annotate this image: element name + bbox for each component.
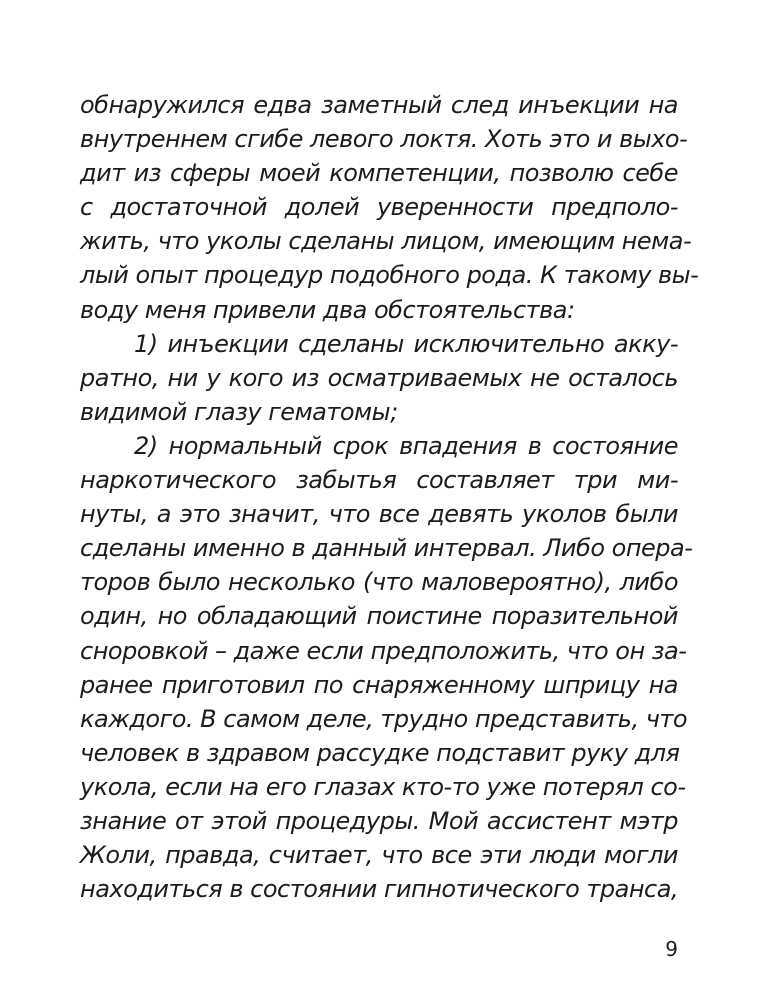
text-line: один, но обладающий поистине поразительной [80,602,678,631]
list-item-first-line: 2) нормальный срок впадения в состояние [134,431,678,460]
text-line: ранее приготовил по снаряженному шприцу на [80,670,678,699]
page-number: 9 [665,937,678,961]
text-line: жить, что уколы сделаны лицом, имеющим нема- [80,227,692,256]
text-line: лый опыт процедур подобного рода. К такому вы- [80,261,699,290]
text-line: обнаружился едва заметный след инъекции на [80,91,678,119]
text-line: воду меня привели два обстоятельства: [80,295,575,324]
text-line: дит из сферы моей компетенции, позволю себе [80,159,678,188]
text-line: каждого. В самом деле, трудно представить, что [80,704,688,733]
text-line: ратно, ни у кого из осматриваемых не осталось [80,363,678,392]
body-text [80,88,699,906]
text-line: знание от этой процедуры. Мой ассистент мэтр [80,806,678,835]
text-line: торов было несколько (что маловероятно), либо [80,568,678,597]
text-line: видимой глазу гематомы; [80,397,398,426]
text-line: с достаточной долей уверенности предполо- [80,193,678,222]
text-line: сноровкой – даже если предположить, что он за- [80,636,687,665]
text-line: нуты, а это значит, что все девять уколов были [80,500,678,529]
text-line: внутреннем сгибе левого локтя. Хоть это и выхо- [80,125,688,154]
text-line: наркотического забытья составляет три ми- [80,466,678,495]
list-item-first-line: 1) инъекции сделаны исключительно акку- [134,329,678,358]
text-line: человек в здравом рассудке подставит руку для [80,738,680,767]
text-line: укола, если на его глазах кто-то уже потерял со- [80,772,686,801]
text-line: Жоли, правда, считает, что все эти люди могли [80,841,678,870]
text-line: сделаны именно в данный интервал. Либо опера- [80,534,693,563]
text-line: находиться в состоянии гипнотического транса, [80,875,679,904]
